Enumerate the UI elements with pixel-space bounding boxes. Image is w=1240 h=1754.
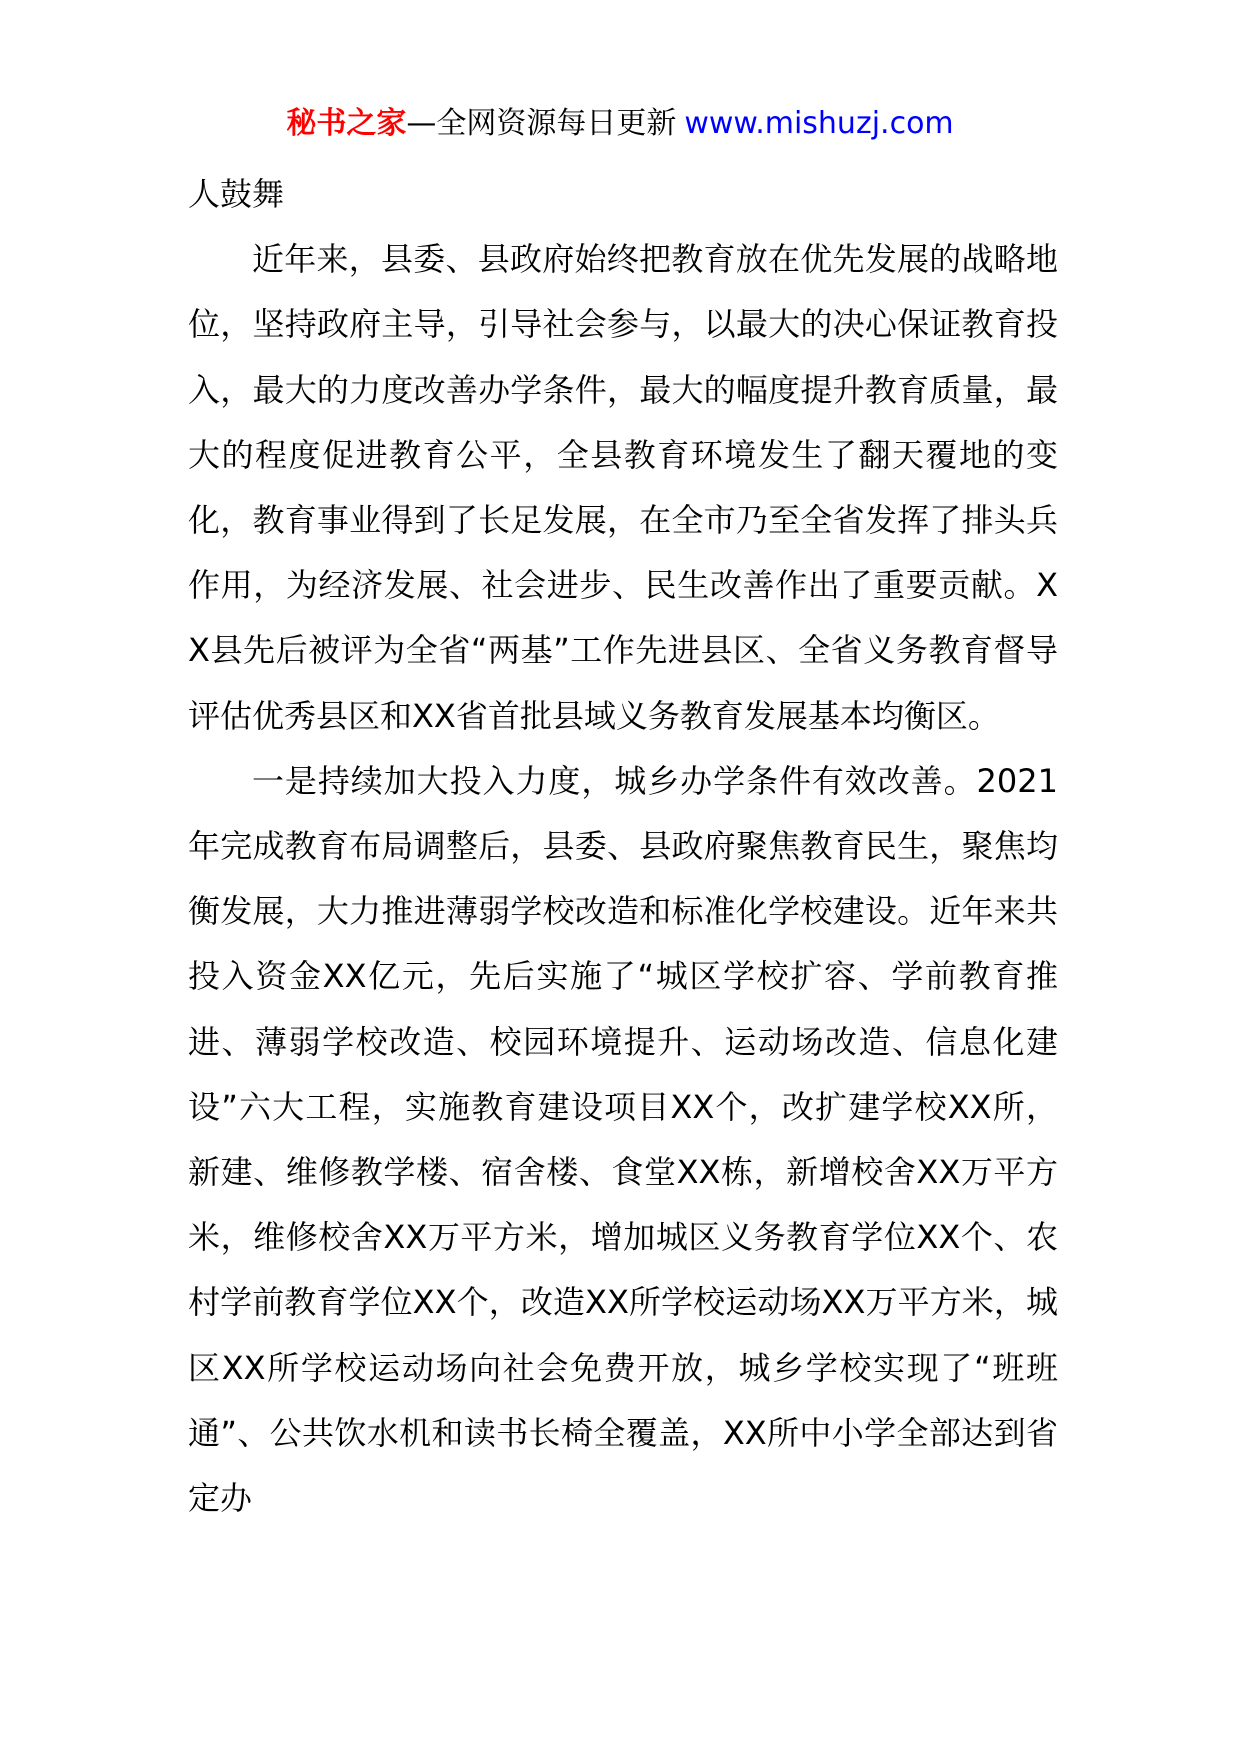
paragraph-investment: 一是持续加大投入力度，城乡办学条件有效改善。2021年完成教育布局调整后，县委、县政府聚焦教育民生，聚焦均衡发展，大力推进薄弱学校改造和标准化学校建设。近年来共投入资金XX亿元，先后实施了“城区学校扩容、学前教育推进、薄弱学校改造、校园环境提升、运动场改造、信息化建设”六大工程，实施教育建设项目XX个，改扩建学校XX所，新建、维修教学楼、宿舍楼、食堂XX栋，新增校舍XX万平方米，维修校舍XX万平方米，增加城区义务教育学位XX个、农村学前教育学位XX个，改造XX所学校运动场XX万平方米，城区XX所学校运动场向社会免费开放，城乡学校实现了“班班通”、公共饮水机和读书长椅全覆盖，XX所中小学全部达到省定办 [188,761,1058,1518]
page-header [0,100,1240,148]
site-url-link[interactable]: www.mishuzj.com [684,106,954,141]
paragraph-education-overview: 近年来，县委、县政府始终把教育放在优先发展的战略地位，坚持政府主导，引导社会参与，以最大的决心保证教育投入，最大的力度改善办学条件，最大的幅度提升教育质量，最大的程度促进教育公平，全县教育环境发生了翻天覆地的变化，教育事业得到了长足发展，在全市乃至全省发挥了排头兵作用，为经济发展、社会进步、民生改善作出了重要贡献。XX县先后被评为全省“两基”工作先进县区、全省义务教育督导评估优秀县区和XX省首批县域义务教育发展基本均衡区。 [188,240,1058,735]
header-tagline: —全网资源每日更新 [406,106,677,141]
brand-name: 秘书之家 [286,106,407,141]
document-body [188,162,1058,1531]
paragraph-continued: 人鼓舞 [188,175,285,213]
